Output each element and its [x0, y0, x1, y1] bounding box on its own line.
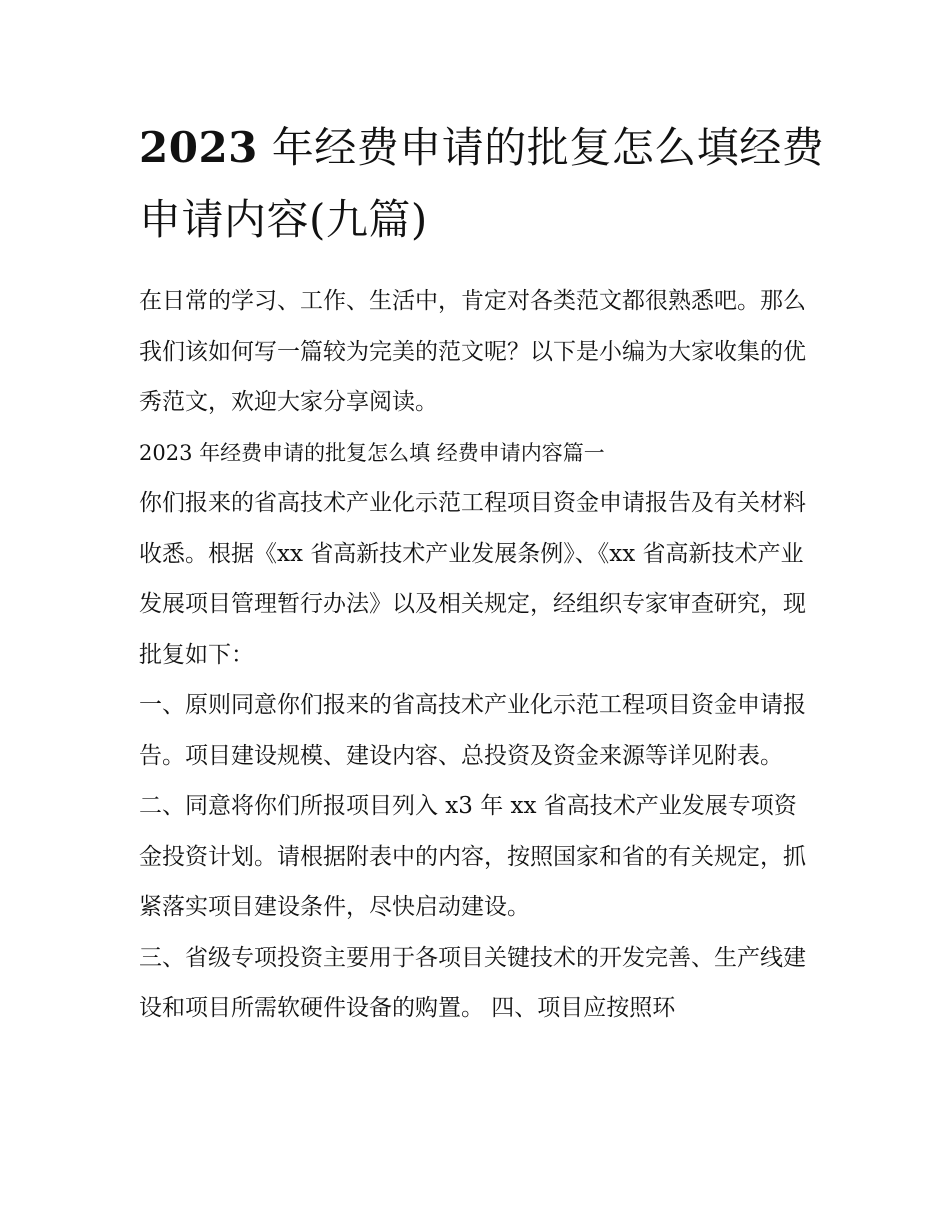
- title-text: 年经费申请的批复怎么填经费申请内容(九篇): [139, 123, 825, 244]
- body-paragraph: 二、同意将你们所报项目列入 x3 年 xx 省高技术产业发展专项资金投资计划。请根据附表中的内容，按照国家和省的有关规定，抓紧落实项目建设条件，尽快启动建设。: [139, 793, 806, 920]
- body-paragraph: 三、省级专项投资主要用于各项目关键技术的开发完善、生产线建设和项目所需软硬件设备的购置。 四、项目应按照环: [139, 944, 806, 1021]
- section-heading: 2023 年经费申请的批复怎么填 经费申请内容篇一: [139, 440, 605, 465]
- body-paragraph: 你们报来的省高技术产业化示范工程项目资金申请报告及有关材料收悉。根据《xx 省高新技术产业发展条例》、《xx 省高新技术产业发展项目管理暂行办法》以及相关规定，经组织专家审查研究，现批复如下：: [139, 490, 806, 668]
- document-title: [139, 112, 829, 256]
- body-paragraph: 一、原则同意你们报来的省高技术产业化示范工程项目资金申请报告。项目建设规模、建设内容、总投资及资金来源等详见附表。: [139, 692, 806, 769]
- title-year: 2023: [139, 123, 258, 172]
- intro-paragraph: 在日常的学习、工作、生活中，肯定对各类范文都很熟悉吧。那么我们该如何写一篇较为完美的范文呢？以下是小编为大家收集的优秀范文，欢迎大家分享阅读。: [139, 288, 806, 415]
- document-body: [139, 276, 819, 1034]
